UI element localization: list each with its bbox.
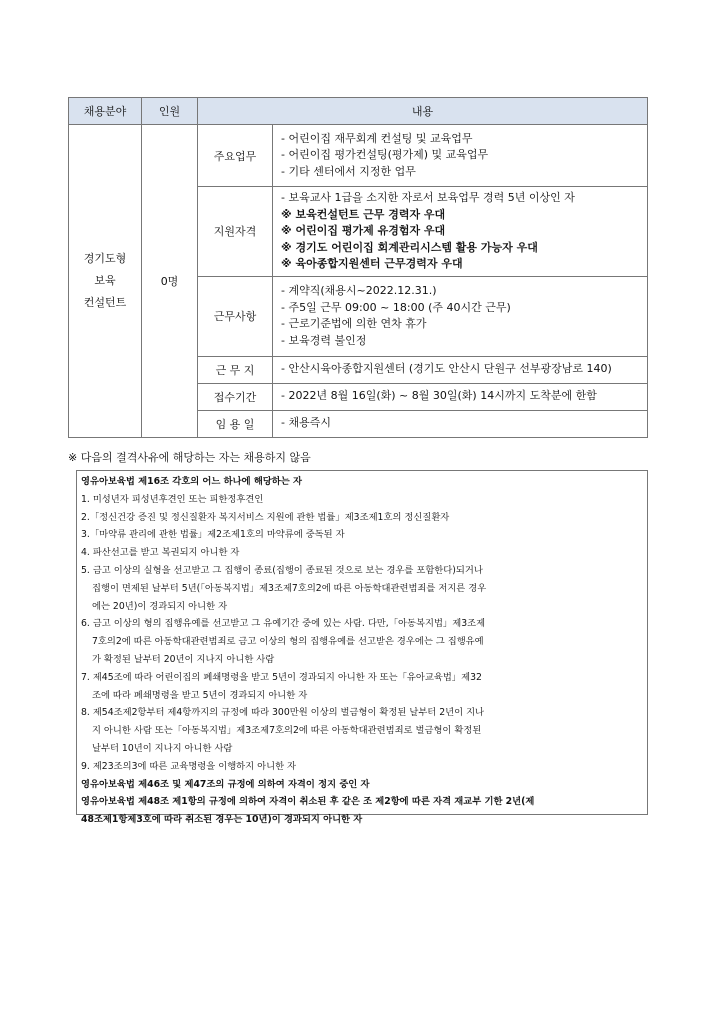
row-content xyxy=(273,356,648,383)
row-content xyxy=(273,383,648,410)
row-label: 임 용 일 xyxy=(198,410,273,437)
content-line: - 2022년 8월 16일(화) ~ 8월 30일(화) 14시까지 도착분에 한함 xyxy=(281,389,597,403)
content-line: ※ 보육컨설턴트 근무 경력자 우대 xyxy=(281,207,446,221)
list-item: 7호의2에 따른 아동학대관련범죄로 금고 이상의 형의 집행유예를 선고받은 경우에는 그 집행유예 xyxy=(92,636,484,648)
header-count: 인원 xyxy=(142,98,198,125)
category-cell xyxy=(69,125,142,438)
content-line: - 계약직(채용시~2022.12.31.) xyxy=(281,284,437,297)
content-line: - 주5일 근무 09:00 ~ 18:00 (주 40시간 근무) xyxy=(281,300,511,314)
list-item: 3.「마약류 관리에 관한 법률」제2조제1호의 마약류에 중독된 자 xyxy=(81,529,345,541)
header-field: 채용분야 xyxy=(69,98,142,125)
list-item: 4. 파산선고를 받고 복권되지 아니한 자 xyxy=(81,547,240,559)
list-item: 에는 20년)이 경과되지 아니한 자 xyxy=(92,600,228,612)
row-label: 근무사항 xyxy=(198,276,273,356)
table-row xyxy=(69,125,648,187)
row-label: 근 무 지 xyxy=(198,356,273,383)
list-item: 가 확정된 날부터 20년이 지나지 아니한 사람 xyxy=(92,653,275,665)
category-line: 컨설턴트 xyxy=(83,295,127,309)
content-line: - 근로기준법에 의한 연차 휴가 xyxy=(281,317,427,330)
row-label: 접수기간 xyxy=(198,383,273,410)
content-line: - 보육경력 불인정 xyxy=(281,333,367,347)
row-content xyxy=(273,410,648,437)
recruitment-table xyxy=(68,97,648,438)
row-label: 주요업무 xyxy=(198,125,273,187)
content-line: - 채용즉시 xyxy=(281,416,331,430)
content-line: - 안산시육아종합지원센터 (경기도 안산시 단원구 선부광장남로 140) xyxy=(281,362,612,376)
disqualification-box xyxy=(76,470,648,826)
headcount-cell: 0명 xyxy=(142,125,198,438)
table-header-row xyxy=(69,98,648,125)
list-item: 8. 제54조제2항부터 제4항까지의 규정에 따라 300만원 이상의 벌금형이 확정된 날부터 2년이 지나 xyxy=(81,707,485,719)
list-item: 집행이 면제된 날부터 5년(「아동복지법」제3조제7호의2에 따른 아동학대관련범죄를 저지른 경우 xyxy=(92,582,487,594)
category-line: 경기도형 xyxy=(83,251,127,265)
list-item: 영유아보육법 제46조 및 제47조의 규정에 의하여 자격이 정지 중인 자 xyxy=(81,778,370,790)
disqualification-note: ※ 다음의 결격사유에 해당하는 자는 채용하지 않음 xyxy=(68,451,311,464)
list-item: 영유아보육법 제48조 제1항의 규정에 의하여 자격이 취소된 후 같은 조 제2항에 따른 자격 재교부 기한 2년(제 xyxy=(81,796,535,808)
header-content: 내용 xyxy=(198,98,648,125)
row-label: 지원자격 xyxy=(198,187,273,277)
list-item: 6. 금고 이상의 형의 집행유예를 선고받고 그 유예기간 중에 있는 사람. 다만,「아동복지법」제3조제 xyxy=(81,618,486,630)
list-item: 9. 제23조의3에 따른 교육명령을 이행하지 아니한 자 xyxy=(81,760,296,772)
list-item: 영유아보육법 제16조 각호의 어느 하나에 해당하는 자 xyxy=(81,476,302,487)
list-item: 7. 제45조에 따라 어린이집의 폐쇄명령을 받고 5년이 경과되지 아니한 자 또는「유아교육법」제32 xyxy=(81,671,482,683)
list-item: 날부터 10년이 지나지 아니한 사람 xyxy=(92,742,233,754)
row-content xyxy=(273,276,648,356)
content-line: ※ 육아종합지원센터 근무경력자 우대 xyxy=(281,257,463,270)
list-item: 지 아니한 사람 또는「아동복지법」제3조제7호의2에 따른 아동학대관련범죄로 벌금형이 확정된 xyxy=(92,725,482,737)
list-item: 2.「정신건강 증진 및 정신질환자 복지서비스 지원에 관한 법률」제3조제1호의 정신질환자 xyxy=(81,511,450,523)
content-line: - 어린이집 재무회계 컨설팅 및 교육업무 xyxy=(281,131,473,145)
list-item: 조에 따라 폐쇄명령을 받고 5년이 경과되지 아니한 자 xyxy=(92,689,308,701)
content-line: - 어린이집 평가컨설팅(평가제) 및 교육업무 xyxy=(281,148,489,162)
content-line: ※ 어린이집 평가제 유경험자 우대 xyxy=(281,224,446,237)
list-item: 5. 금고 이상의 실형을 선고받고 그 집행이 종료(집행이 종료된 것으로 보는 경우를 포함한다)되거나 xyxy=(81,564,483,576)
row-content xyxy=(273,125,648,187)
list-item: 1. 미성년자 피성년후견인 또는 피한정후견인 xyxy=(81,493,264,505)
row-content xyxy=(273,187,648,277)
list-item: 48조제1항제3호에 따라 취소된 경우는 10년)이 경과되지 아니한 자 xyxy=(81,814,363,826)
category-line: 보육 xyxy=(94,273,116,287)
content-line: - 보육교사 1급을 소지한 자로서 보육업무 경력 5년 이상인 자 xyxy=(281,191,575,204)
content-line: ※ 경기도 어린이집 회계관리시스템 활용 가능자 우대 xyxy=(281,240,538,254)
content-line: - 기타 센터에서 지정한 업무 xyxy=(281,164,416,178)
